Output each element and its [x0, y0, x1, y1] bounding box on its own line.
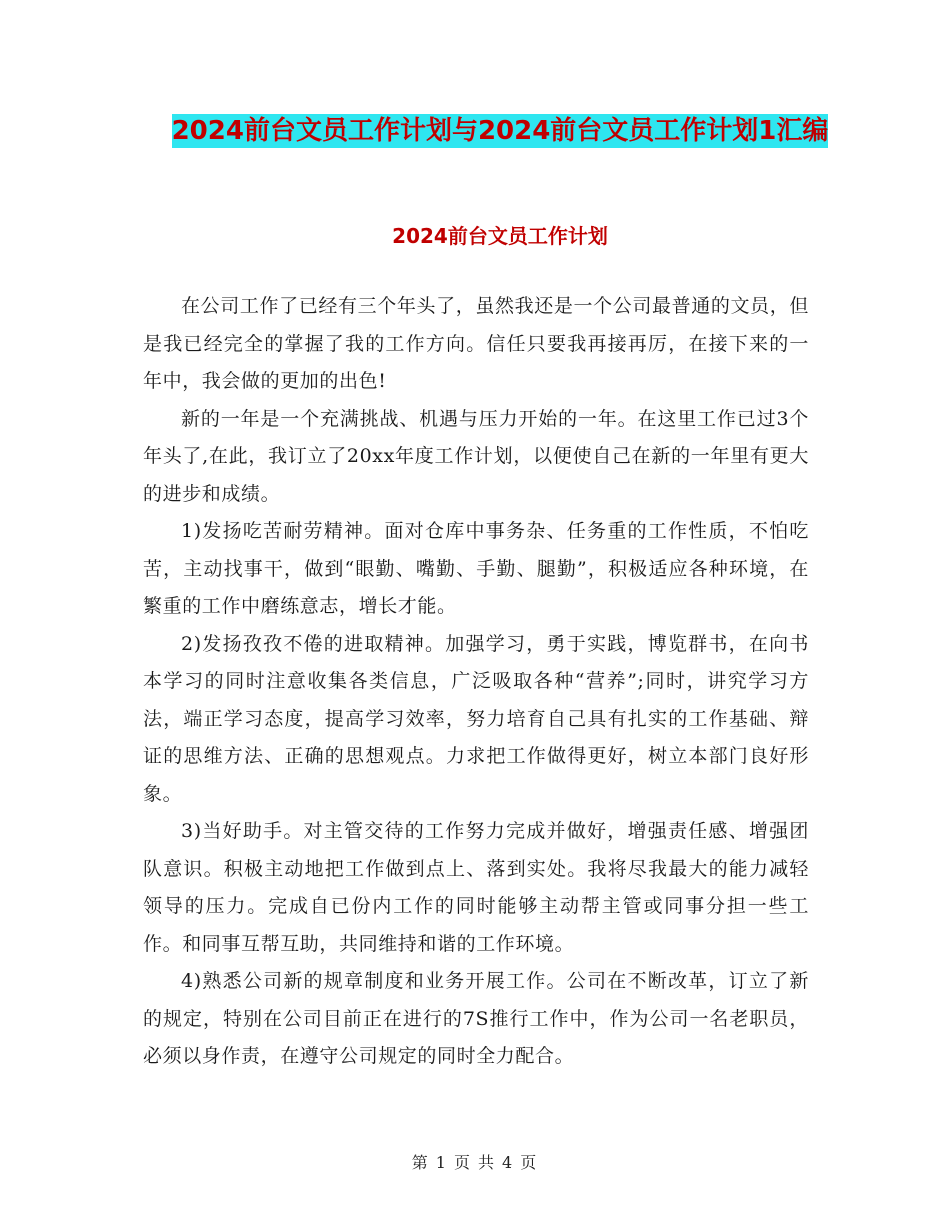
- footer-label-page-unit: 页: [453, 1153, 472, 1172]
- paragraph-point-1: 1)发扬吃苦耐劳精神。面对仓库中事务杂、任务重的工作性质，不怕吃苦，主动找事干，做到“眼勤、嘴勤、手勤、腿勤”，积极适应各种环境，在繁重的工作中磨练意志，增长才能。: [143, 520, 809, 617]
- paragraph-intro: 在公司工作了已经有三个年头了，虽然我还是一个公司最普通的文员，但是我已经完全的掌握了我的工作方向。信任只要我再接再厉，在接下来的一年中，我会做的更加的出色!: [143, 295, 809, 392]
- page-footer: [0, 1150, 950, 1173]
- paragraph-point-4: 4)熟悉公司新的规章制度和业务开展工作。公司在不断改革，订立了新的规定，特别在公司目前正在进行的7S推行工作中，作为公司一名老职员，必须以身作责，在遵守公司规定的同时全力配合。: [143, 970, 809, 1067]
- paragraph-point-3: 3)当好助手。对主管交待的工作努力完成并做好，增强责任感、增强团队意识。积极主动地把工作做到点上、落到实处。我将尽我最大的能力减轻领导的压力。完成自已份内工作的同时能够主动帮主管或同事分担一些工作。和同事互帮互助，共同维持和谐的工作环境。: [143, 820, 809, 955]
- paragraph-point-2: 2)发扬孜孜不倦的进取精神。加强学习，勇于实践，博览群书，在向书本学习的同时注意收集各类信息，广泛吸取各种“营养”;同时，讲究学习方法，端正学习态度，提高学习效率，努力培育自己具有扎实的工作基础、辩证的思维方法、正确的思想观点。力求把工作做得更好，树立本部门良好形象。: [143, 632, 809, 805]
- document-title-text: 2024前台文员工作计划与2024前台文员工作计划1汇编: [171, 116, 829, 146]
- footer-label-total: 共: [478, 1153, 497, 1172]
- section-title: 2024前台文员工作计划: [392, 224, 608, 248]
- document-body: [143, 288, 809, 1076]
- footer-total-pages: 4: [502, 1153, 515, 1172]
- footer-label-page: 第: [411, 1153, 430, 1172]
- document-title: [140, 108, 860, 155]
- paragraph-new-year: 新的一年是一个充满挑战、机遇与压力开始的一年。在这里工作已过3个年头了,在此，我订立了20xx年度工作计划，以便使自己在新的一年里有更大的进步和成绩。: [143, 407, 809, 505]
- footer-label-total-unit: 页: [520, 1153, 539, 1172]
- footer-current-page: 1: [435, 1153, 448, 1172]
